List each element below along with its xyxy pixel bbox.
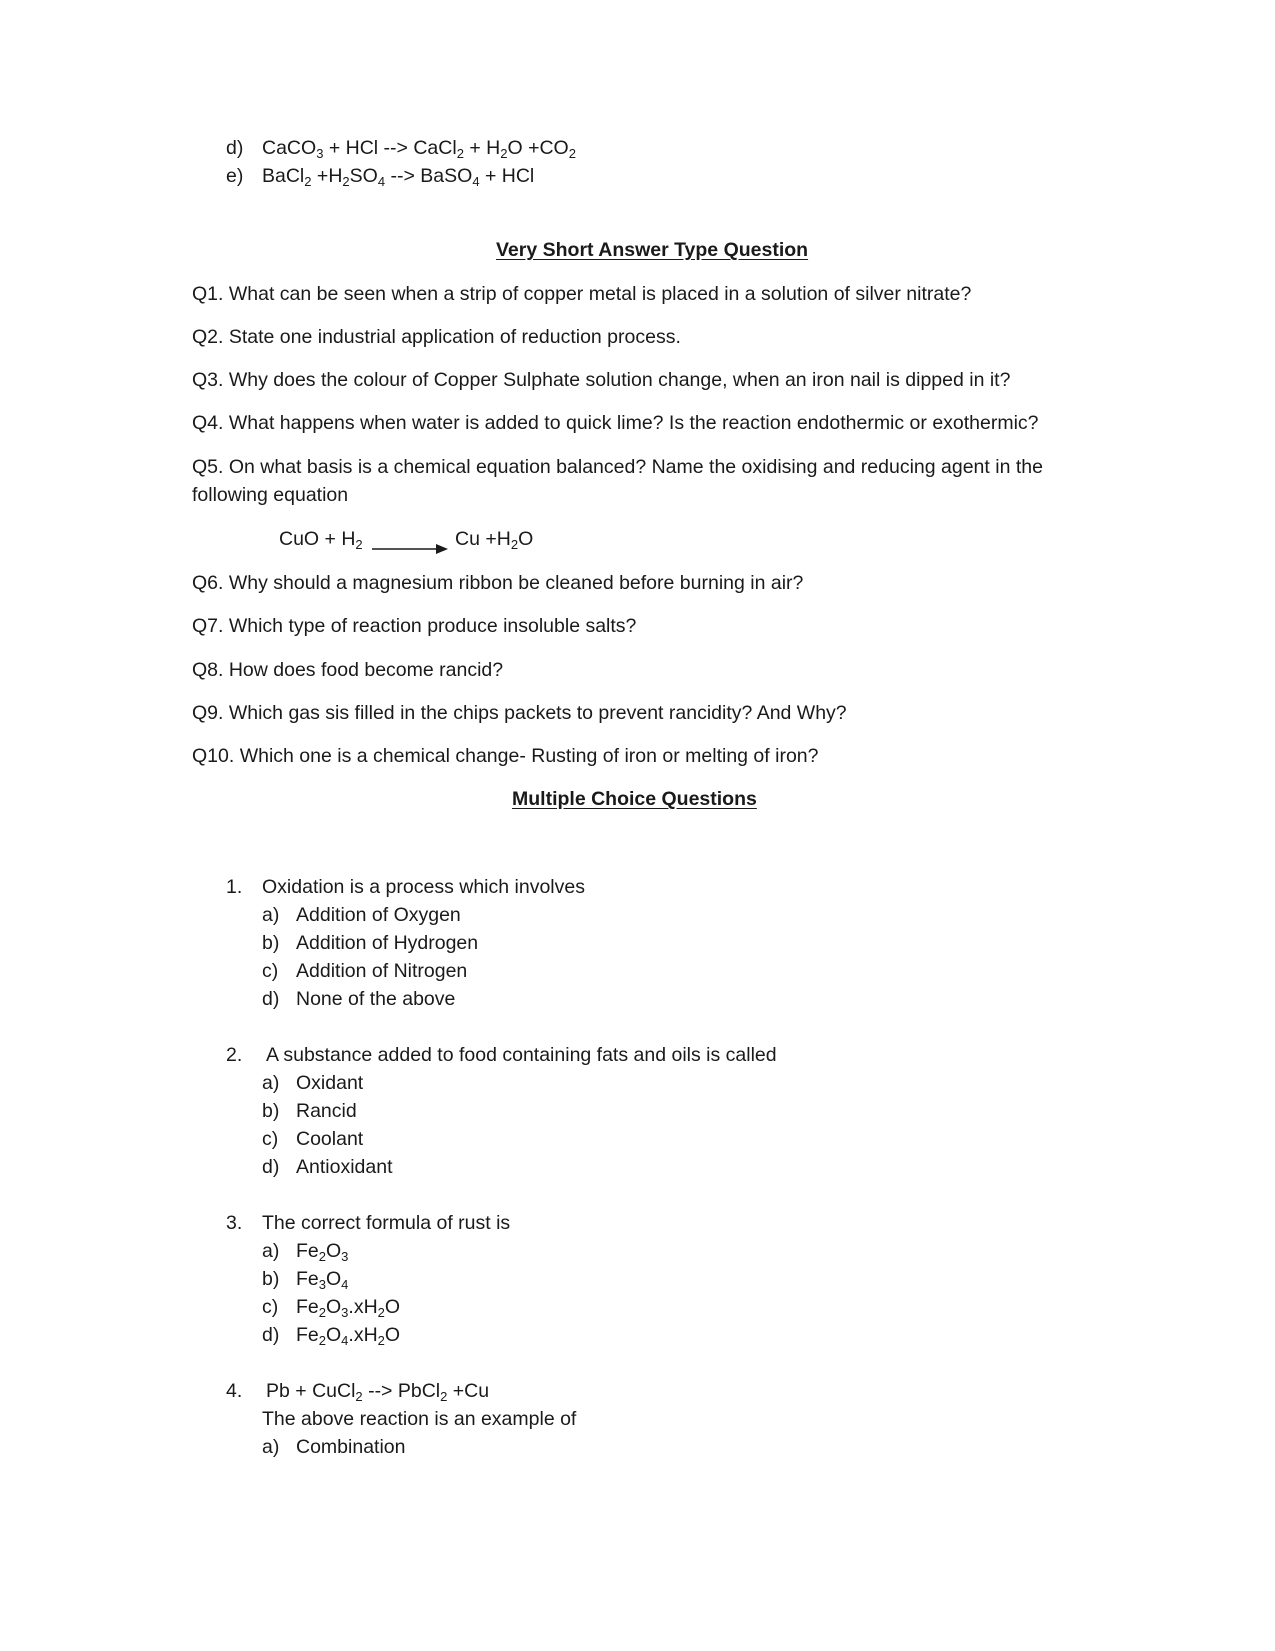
eq-text: CuO + H (279, 528, 356, 550)
mcq-number: 2. (226, 1044, 243, 1066)
equation-cuo-left (279, 527, 363, 553)
question-q10: Q10. Which one is a chemical change- Rusting of iron or melting of iron? (192, 745, 819, 767)
eq-text: O (518, 528, 534, 550)
eq-sub: 4 (377, 174, 386, 189)
option-formula (296, 1267, 348, 1293)
mcq-question-text: The above reaction is an example of (262, 1408, 577, 1430)
mcq-question-text: The correct formula of rust is (262, 1212, 511, 1234)
option-marker: d) (262, 1324, 280, 1346)
mcq-equation (266, 1379, 489, 1405)
eq-sub: 4 (472, 174, 480, 189)
eq-sub: 2 (500, 146, 508, 161)
eq-sub: 2 (456, 146, 464, 161)
eq-text: --> PbCl (362, 1380, 441, 1402)
formula-sub: 4 (341, 1277, 349, 1292)
eq-text: SO (349, 165, 378, 187)
eq-text: +H (311, 165, 343, 187)
option-text: Rancid (296, 1100, 357, 1122)
option-marker: a) (262, 1240, 280, 1262)
eq-text: O +CO (507, 137, 569, 159)
formula-text: .xH (348, 1324, 378, 1346)
formula-text: Fe (296, 1240, 319, 1262)
eq-text: +Cu (447, 1380, 490, 1402)
question-q6: Q6. Why should a magnesium ribbon be cleaned before burning in air? (192, 572, 804, 594)
eq-text: Pb + CuCl (266, 1380, 356, 1402)
eq-sub: 2 (510, 537, 519, 552)
option-text: Combination (296, 1436, 406, 1458)
formula-text: O (326, 1324, 342, 1346)
eq-text: + H (463, 137, 501, 159)
option-marker: a) (262, 904, 280, 926)
question-q5: Q5. On what basis is a chemical equation balanced? Name the oxidising and reducing agent in the (192, 456, 1043, 478)
question-q3: Q3. Why does the colour of Copper Sulphate solution change, when an iron nail is dipped in it? (192, 369, 1011, 391)
mcq-number: 4. (226, 1380, 243, 1402)
mcq-question-text: A substance added to food containing fats and oils is called (266, 1044, 777, 1066)
option-text: Oxidant (296, 1072, 364, 1094)
mcq-heading: Multiple Choice Questions (512, 788, 757, 810)
formula-sub: 3 (341, 1305, 349, 1320)
equation-bacl2 (262, 164, 534, 190)
mcq-number: 1. (226, 876, 243, 898)
option-text: Coolant (296, 1128, 364, 1150)
list-marker-e: e) (226, 165, 244, 187)
eq-sub: 2 (304, 174, 312, 189)
eq-sub: 2 (355, 537, 363, 552)
option-marker: d) (262, 1156, 280, 1178)
reaction-arrow-icon (372, 542, 448, 556)
eq-sub: 2 (568, 146, 576, 161)
formula-text: O (326, 1296, 342, 1318)
very-short-heading: Very Short Answer Type Question (496, 239, 809, 261)
option-formula (296, 1239, 348, 1265)
option-marker: b) (262, 1268, 280, 1290)
question-q2: Q2. State one industrial application of reduction process. (192, 326, 681, 348)
formula-sub: 3 (341, 1249, 349, 1264)
equation-cuo-right (455, 527, 533, 553)
equation-caco3 (262, 136, 576, 162)
option-text: Addition of Oxygen (296, 904, 461, 926)
option-text: None of the above (296, 988, 456, 1010)
option-marker: b) (262, 1100, 280, 1122)
formula-text: .xH (348, 1296, 378, 1318)
eq-text: CaCO (262, 137, 317, 159)
formula-sub: 2 (318, 1305, 326, 1320)
eq-sub: 2 (342, 174, 350, 189)
option-text: Addition of Hydrogen (296, 932, 479, 954)
option-text: Addition of Nitrogen (296, 960, 468, 982)
formula-sub: 2 (377, 1305, 385, 1320)
option-marker: a) (262, 1436, 280, 1458)
eq-sub: 3 (316, 146, 324, 161)
question-q9: Q9. Which gas sis filled in the chips packets to prevent rancidity? And Why? (192, 702, 847, 724)
option-formula (296, 1323, 400, 1349)
eq-text: Cu +H (455, 528, 511, 550)
eq-text: + HCl --> CaCl (323, 137, 457, 159)
question-q8: Q8. How does food become rancid? (192, 659, 504, 681)
eq-text: + HCl (479, 165, 535, 187)
option-marker: c) (262, 960, 279, 982)
question-q4: Q4. What happens when water is added to quick lime? Is the reaction endothermic or exothermic? (192, 412, 1039, 434)
formula-sub: 2 (318, 1333, 326, 1348)
formula-text: O (326, 1240, 342, 1262)
option-text: Antioxidant (296, 1156, 393, 1178)
eq-sub: 2 (355, 1389, 363, 1404)
option-marker: b) (262, 932, 280, 954)
eq-sub: 2 (440, 1389, 448, 1404)
eq-text: BaCl (262, 165, 305, 187)
question-q1: Q1. What can be seen when a strip of copper metal is placed in a solution of silver nitrate? (192, 283, 972, 305)
list-marker-d: d) (226, 137, 244, 159)
formula-sub: 2 (318, 1249, 326, 1264)
option-formula (296, 1295, 400, 1321)
formula-sub: 2 (377, 1333, 385, 1348)
question-q7: Q7. Which type of reaction produce insoluble salts? (192, 615, 637, 637)
formula-sub: 4 (341, 1333, 349, 1348)
option-marker: d) (262, 988, 280, 1010)
formula-text: O (384, 1324, 401, 1346)
formula-sub: 3 (318, 1277, 326, 1292)
formula-text: Fe (296, 1324, 319, 1346)
formula-text: Fe (296, 1296, 319, 1318)
formula-text: O (384, 1296, 401, 1318)
formula-text: O (326, 1268, 342, 1290)
option-marker: c) (262, 1296, 279, 1318)
formula-text: Fe (296, 1268, 319, 1290)
eq-text: --> BaSO (385, 165, 473, 187)
option-marker: c) (262, 1128, 279, 1150)
mcq-number: 3. (226, 1212, 243, 1234)
mcq-question-text: Oxidation is a process which involves (262, 876, 585, 898)
option-marker: a) (262, 1072, 280, 1094)
question-q5-cont: following equation (192, 484, 349, 506)
